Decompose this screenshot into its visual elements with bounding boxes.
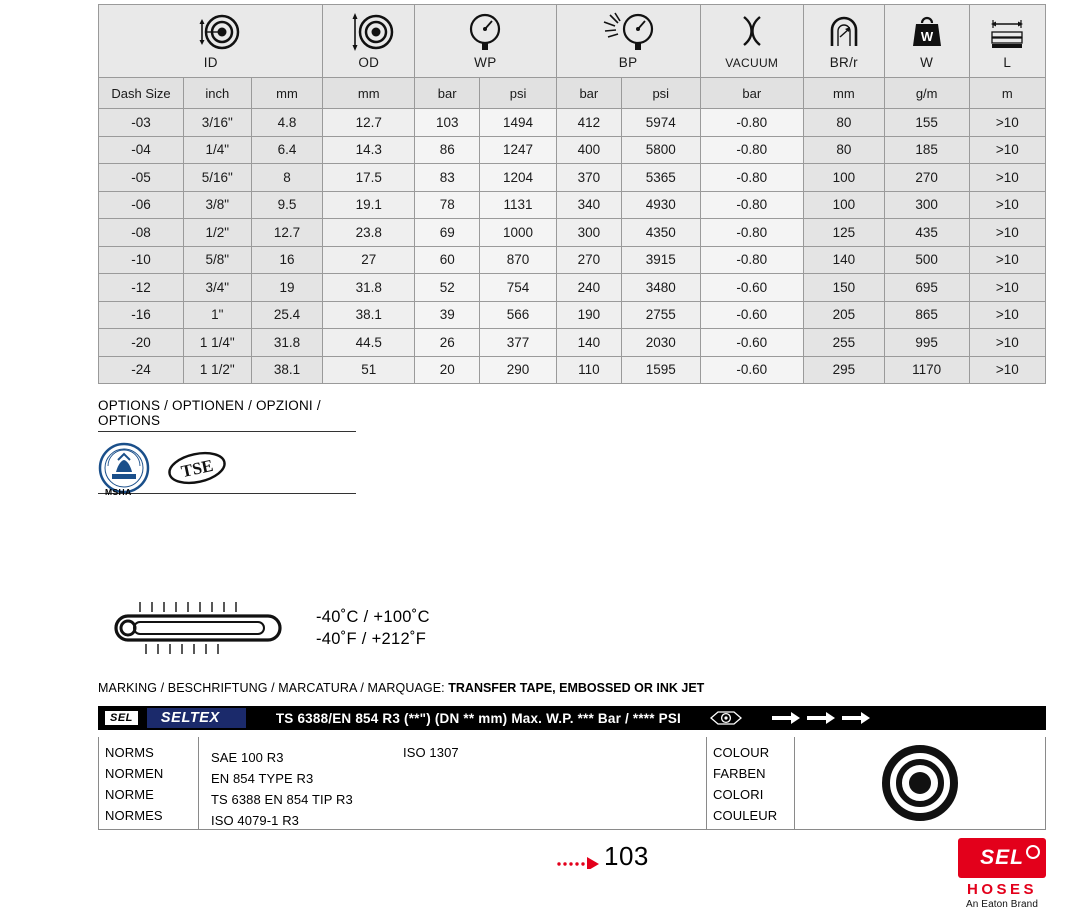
cell-l-m: >10 xyxy=(969,301,1045,329)
table-row xyxy=(99,164,1046,192)
cell-dash: -12 xyxy=(99,274,184,302)
header-label-bp: BP xyxy=(618,55,638,70)
cell-id-inch: 1 1/4" xyxy=(183,329,251,357)
table-row xyxy=(99,301,1046,329)
header-label-od: OD xyxy=(358,55,380,70)
cell-id-mm: 9.5 xyxy=(251,191,323,219)
cell-bp-psi: 5800 xyxy=(622,136,700,164)
cell-vacuum: -0.80 xyxy=(700,191,804,219)
cell-br-mm: 100 xyxy=(804,164,885,192)
cell-w-gm: 865 xyxy=(884,301,969,329)
msha-approval-badge xyxy=(98,442,150,494)
iso-certification-icon xyxy=(709,710,743,726)
cell-od-mm: 17.5 xyxy=(323,164,415,192)
cell-w-gm: 695 xyxy=(884,274,969,302)
header-label-br: BR/r xyxy=(829,55,858,70)
cell-bp-bar: 270 xyxy=(556,246,621,274)
header-cell-w xyxy=(884,5,969,78)
norms-standard: SAE 100 R3 xyxy=(211,750,284,765)
cell-l-m: >10 xyxy=(969,219,1045,247)
cell-br-mm: 140 xyxy=(804,246,885,274)
unit-header-l-m: m xyxy=(969,78,1045,109)
weight-icon xyxy=(885,9,969,55)
cell-dash: -10 xyxy=(99,246,184,274)
hose-cross-section-od-icon xyxy=(323,9,414,55)
cell-od-mm: 14.3 xyxy=(323,136,415,164)
cell-bp-psi: 3480 xyxy=(622,274,700,302)
cell-vacuum: -0.60 xyxy=(700,356,804,384)
specification-table xyxy=(98,4,1046,384)
cell-w-gm: 435 xyxy=(884,219,969,247)
cell-id-mm: 8 xyxy=(251,164,323,192)
header-cell-id xyxy=(99,5,323,78)
cell-bp-psi: 4930 xyxy=(622,191,700,219)
cell-wp-psi: 1247 xyxy=(480,136,556,164)
hose-cross-section-id-icon xyxy=(99,9,322,55)
header-label-l: L xyxy=(1003,55,1012,70)
table-row xyxy=(99,356,1046,384)
cell-wp-bar: 60 xyxy=(415,246,480,274)
cell-l-m: >10 xyxy=(969,246,1045,274)
dotted-arrow-icon xyxy=(556,853,602,869)
coil-length-icon xyxy=(970,9,1045,55)
norms-standard: TS 6388 EN 854 TIP R3 xyxy=(211,792,353,807)
cell-id-inch: 5/16" xyxy=(183,164,251,192)
temperature-celsius: -40˚C / +100˚C xyxy=(316,608,430,626)
cell-vacuum: -0.80 xyxy=(700,136,804,164)
header-cell-od xyxy=(323,5,415,78)
cell-br-mm: 255 xyxy=(804,329,885,357)
cell-dash: -08 xyxy=(99,219,184,247)
cell-wp-bar: 26 xyxy=(415,329,480,357)
norms-standard-extra: ISO 1307 xyxy=(403,745,459,760)
header-label-w: W xyxy=(920,55,934,70)
cell-id-mm: 4.8 xyxy=(251,109,323,137)
norms-table xyxy=(98,737,1046,830)
cell-bp-psi: 1595 xyxy=(622,356,700,384)
cell-wp-psi: 377 xyxy=(480,329,556,357)
options-section xyxy=(98,398,360,494)
cell-id-inch: 1" xyxy=(183,301,251,329)
unit-header-id-inch: inch xyxy=(183,78,251,109)
cell-br-mm: 295 xyxy=(804,356,885,384)
cell-bp-bar: 110 xyxy=(556,356,621,384)
cell-od-mm: 12.7 xyxy=(323,109,415,137)
sel-hoses-logo xyxy=(958,838,1046,910)
cell-w-gm: 1170 xyxy=(884,356,969,384)
norms-label: NORMS xyxy=(105,745,154,760)
msha-badge-caption: MSHA xyxy=(105,487,132,497)
cell-id-inch: 3/4" xyxy=(183,274,251,302)
sel-brand-tag: SEL xyxy=(104,710,139,726)
logo-brand: SEL xyxy=(958,838,1046,878)
cell-vacuum: -0.60 xyxy=(700,329,804,357)
cell-br-mm: 80 xyxy=(804,109,885,137)
cell-id-mm: 12.7 xyxy=(251,219,323,247)
norms-label: NORMEN xyxy=(105,766,164,781)
cell-w-gm: 995 xyxy=(884,329,969,357)
cell-wp-bar: 20 xyxy=(415,356,480,384)
cell-w-gm: 500 xyxy=(884,246,969,274)
burst-pressure-gauge-icon xyxy=(557,9,700,55)
cell-bp-bar: 240 xyxy=(556,274,621,302)
cell-vacuum: -0.80 xyxy=(700,164,804,192)
page-number-block xyxy=(556,843,649,869)
specification-table-wrapper xyxy=(98,4,1046,384)
cell-br-mm: 80 xyxy=(804,136,885,164)
cell-wp-psi: 754 xyxy=(480,274,556,302)
cell-l-m: >10 xyxy=(969,356,1045,384)
cell-l-m: >10 xyxy=(969,274,1045,302)
table-row xyxy=(99,191,1046,219)
cell-l-m: >10 xyxy=(969,329,1045,357)
temperature-section xyxy=(98,598,430,658)
cell-bp-bar: 340 xyxy=(556,191,621,219)
unit-header-od-mm: mm xyxy=(323,78,415,109)
table-unit-header-row xyxy=(99,78,1046,109)
cell-wp-bar: 103 xyxy=(415,109,480,137)
vacuum-icon xyxy=(701,10,804,56)
cell-id-mm: 16 xyxy=(251,246,323,274)
cell-dash: -04 xyxy=(99,136,184,164)
cell-wp-psi: 870 xyxy=(480,246,556,274)
cell-wp-psi: 290 xyxy=(480,356,556,384)
cell-dash: -06 xyxy=(99,191,184,219)
pressure-gauge-icon xyxy=(415,9,556,55)
marking-code-text: TS 6388/EN 854 R3 (**") (DN ** mm) Max. W.P. *** Bar / **** PSI xyxy=(275,710,681,726)
cell-bp-psi: 5974 xyxy=(622,109,700,137)
svg-text:W: W xyxy=(920,29,933,44)
cell-bp-psi: 3915 xyxy=(622,246,700,274)
logo-tagline: An Eaton Brand xyxy=(965,899,1038,910)
norms-standards-area xyxy=(199,737,707,829)
options-title: OPTIONS / OPTIONEN / OPZIONI / OPTIONS xyxy=(98,398,356,432)
seltex-product-name: SELTEX xyxy=(147,708,246,728)
header-cell-wp xyxy=(415,5,557,78)
unit-header-wp-bar: bar xyxy=(415,78,480,109)
cell-vacuum: -0.80 xyxy=(700,109,804,137)
cell-wp-psi: 1131 xyxy=(480,191,556,219)
unit-header-vacuum-bar: bar xyxy=(700,78,804,109)
cell-br-mm: 205 xyxy=(804,301,885,329)
cell-od-mm: 44.5 xyxy=(323,329,415,357)
norms-standards-primary xyxy=(203,742,403,831)
cell-vacuum: -0.60 xyxy=(700,301,804,329)
table-row xyxy=(99,246,1046,274)
cell-id-mm: 38.1 xyxy=(251,356,323,384)
cell-w-gm: 185 xyxy=(884,136,969,164)
header-label-id: ID xyxy=(203,55,218,70)
temperature-fahrenheit: -40˚F / +212˚F xyxy=(316,630,427,648)
black-hose-cross-section-icon xyxy=(795,737,1045,829)
header-cell-vacuum xyxy=(700,5,804,78)
cell-bp-psi: 4350 xyxy=(622,219,700,247)
cell-l-m: >10 xyxy=(969,191,1045,219)
table-icon-header-row xyxy=(99,5,1046,78)
marking-line xyxy=(98,681,1046,695)
unit-header-id-mm: mm xyxy=(251,78,323,109)
cell-wp-psi: 1204 xyxy=(480,164,556,192)
cell-wp-bar: 69 xyxy=(415,219,480,247)
cell-od-mm: 19.1 xyxy=(323,191,415,219)
cell-dash: -20 xyxy=(99,329,184,357)
unit-header-dash-size: Dash Size xyxy=(99,78,184,109)
header-cell-l xyxy=(969,5,1045,78)
cell-id-mm: 25.4 xyxy=(251,301,323,329)
cell-bp-psi: 2030 xyxy=(622,329,700,357)
unit-header-w-gm: g/m xyxy=(884,78,969,109)
cell-wp-bar: 39 xyxy=(415,301,480,329)
bend-radius-icon xyxy=(804,9,884,55)
cell-wp-psi: 1000 xyxy=(480,219,556,247)
cell-w-gm: 270 xyxy=(884,164,969,192)
cell-vacuum: -0.60 xyxy=(700,274,804,302)
cell-bp-bar: 190 xyxy=(556,301,621,329)
unit-header-bp-bar: bar xyxy=(556,78,621,109)
cell-l-m: >10 xyxy=(969,109,1045,137)
colour-labels xyxy=(707,737,795,829)
cell-id-inch: 5/8" xyxy=(183,246,251,274)
flow-arrow-icon xyxy=(841,711,871,725)
cell-l-m: >10 xyxy=(969,136,1045,164)
table-row xyxy=(99,109,1046,137)
norms-standard: ISO 4079-1 R3 xyxy=(211,813,300,828)
temperature-values xyxy=(316,606,430,650)
cell-br-mm: 125 xyxy=(804,219,885,247)
cell-vacuum: -0.80 xyxy=(700,246,804,274)
table-row xyxy=(99,136,1046,164)
cell-od-mm: 27 xyxy=(323,246,415,274)
unit-header-br-mm: mm xyxy=(804,78,885,109)
cell-id-inch: 3/8" xyxy=(183,191,251,219)
flow-arrow-group xyxy=(771,711,871,725)
table-row xyxy=(99,219,1046,247)
cell-vacuum: -0.80 xyxy=(700,219,804,247)
temperature-range-hose-icon xyxy=(98,598,294,658)
tse-approval-badge xyxy=(166,446,228,490)
cell-w-gm: 300 xyxy=(884,191,969,219)
cell-bp-bar: 370 xyxy=(556,164,621,192)
colour-label: COLORI xyxy=(713,787,764,802)
cell-od-mm: 23.8 xyxy=(323,219,415,247)
cell-bp-bar: 412 xyxy=(556,109,621,137)
header-cell-br xyxy=(804,5,885,78)
marking-label: MARKING / BESCHRIFTUNG / MARCATURA / MARQUAGE: xyxy=(98,681,445,695)
cell-wp-bar: 86 xyxy=(415,136,480,164)
cell-bp-psi: 2755 xyxy=(622,301,700,329)
cell-id-mm: 6.4 xyxy=(251,136,323,164)
cell-br-mm: 100 xyxy=(804,191,885,219)
cell-bp-bar: 300 xyxy=(556,219,621,247)
cell-id-inch: 1/2" xyxy=(183,219,251,247)
norms-labels xyxy=(99,737,199,829)
cell-wp-bar: 83 xyxy=(415,164,480,192)
cell-wp-bar: 78 xyxy=(415,191,480,219)
norms-label: NORMES xyxy=(105,808,163,823)
cell-wp-psi: 566 xyxy=(480,301,556,329)
cell-dash: -03 xyxy=(99,109,184,137)
cell-dash: -05 xyxy=(99,164,184,192)
unit-header-bp-psi: psi xyxy=(622,78,700,109)
cell-id-inch: 3/16" xyxy=(183,109,251,137)
cell-id-mm: 19 xyxy=(251,274,323,302)
norms-label: NORME xyxy=(105,787,154,802)
colour-label: COLOUR xyxy=(713,745,770,760)
cell-wp-bar: 52 xyxy=(415,274,480,302)
colour-label: FARBEN xyxy=(713,766,766,781)
svg-text:TSE: TSE xyxy=(179,455,215,481)
options-badges xyxy=(98,432,356,494)
cell-id-inch: 1 1/2" xyxy=(183,356,251,384)
cell-dash: -16 xyxy=(99,301,184,329)
cell-od-mm: 31.8 xyxy=(323,274,415,302)
page-number: 103 xyxy=(604,841,649,871)
cell-id-inch: 1/4" xyxy=(183,136,251,164)
cell-br-mm: 150 xyxy=(804,274,885,302)
cell-bp-bar: 400 xyxy=(556,136,621,164)
cell-w-gm: 155 xyxy=(884,109,969,137)
norms-standards-secondary xyxy=(403,742,459,831)
cell-bp-psi: 5365 xyxy=(622,164,700,192)
table-row xyxy=(99,274,1046,302)
flow-arrow-icon xyxy=(771,711,801,725)
cell-bp-bar: 140 xyxy=(556,329,621,357)
unit-header-wp-psi: psi xyxy=(480,78,556,109)
logo-subtitle: HOSES xyxy=(966,881,1037,898)
header-label-wp: WP xyxy=(474,55,497,70)
colour-label: COULEUR xyxy=(713,808,778,823)
cell-id-mm: 31.8 xyxy=(251,329,323,357)
table-row xyxy=(99,329,1046,357)
header-label-vacuum: VACUUM xyxy=(725,55,779,70)
flow-arrow-icon xyxy=(806,711,836,725)
cell-dash: -24 xyxy=(99,356,184,384)
header-cell-bp xyxy=(556,5,700,78)
cell-od-mm: 38.1 xyxy=(323,301,415,329)
cell-od-mm: 51 xyxy=(323,356,415,384)
norms-standard: EN 854 TYPE R3 xyxy=(211,771,314,786)
marking-value: TRANSFER TAPE, EMBOSSED OR INK JET xyxy=(448,681,705,695)
cell-wp-psi: 1494 xyxy=(480,109,556,137)
marking-bar xyxy=(98,706,1046,730)
cell-l-m: >10 xyxy=(969,164,1045,192)
